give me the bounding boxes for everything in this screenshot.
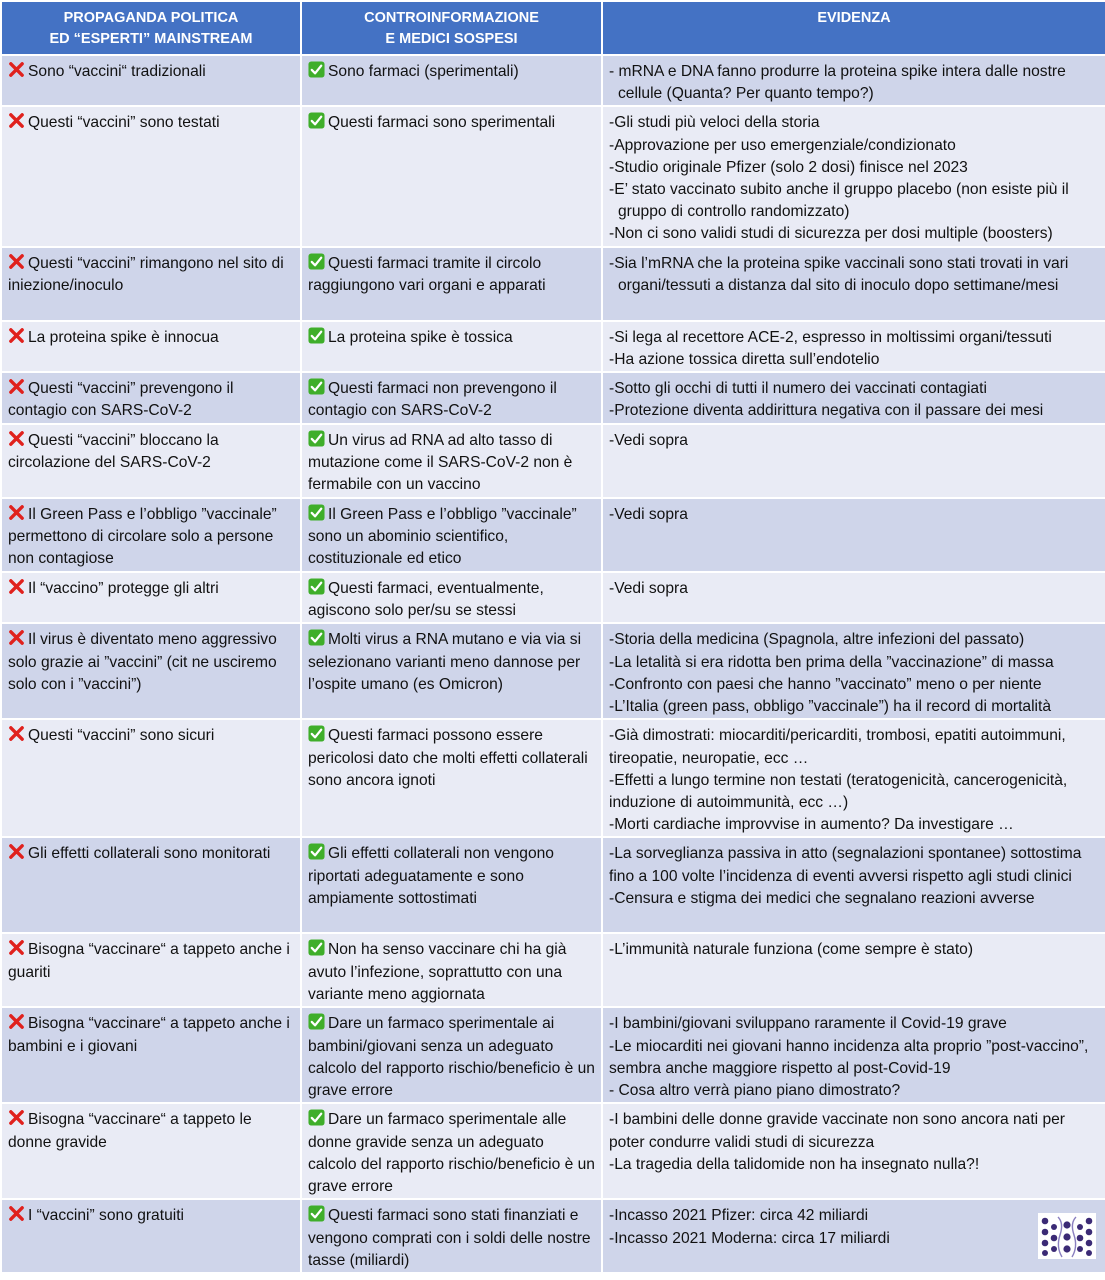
propaganda-text: Bisogna “vaccinare“ a tappeto anche i bambini e i giovani: [8, 1015, 290, 1055]
evidence-line: -Studio originale Pfizer (solo 2 dosi) finisce nel 2023: [609, 158, 968, 176]
propaganda-cell: [1, 623, 301, 719]
propaganda-cell: [1, 498, 301, 572]
table-row: [1, 247, 1105, 321]
evidence-line: -Le miocarditi nei giovani hanno incidenza alta proprio ”post-vaccino”, sembra anche maggiore rispetto al post-Covid-19: [609, 1037, 1089, 1077]
table-row: [1, 837, 1105, 933]
propaganda-cell: [1, 372, 301, 424]
propaganda-text: Il “vaccino” protegge gli altri: [28, 580, 219, 598]
red-cross-icon: [8, 727, 28, 744]
evidence-cell: [602, 933, 1105, 1007]
counter-text: Un virus ad RNA ad alto tasso di mutazione come il SARS-CoV-2 non è fermabile con un vaccino: [308, 432, 573, 494]
evidence-cell: [602, 719, 1105, 837]
propaganda-cell: [1, 424, 301, 498]
evidence-line: -L’Italia (green pass, obbligo ”vaccinale”) ha il record di mortalità: [609, 698, 1052, 716]
red-cross-icon: [8, 63, 28, 80]
propaganda-cell: [1, 719, 301, 837]
propaganda-text: Bisogna “vaccinare“ a tappeto le donne gravide: [8, 1111, 252, 1151]
propaganda-text: Questi “vaccini” bloccano la circolazione del SARS-CoV-2: [8, 432, 219, 472]
counter-cell: [301, 55, 602, 106]
evidence-cell: [602, 1007, 1105, 1103]
table-row: [1, 572, 1105, 623]
evidence-line: -I bambini/giovani sviluppano raramente il Covid-19 grave: [609, 1015, 1007, 1033]
table-row: [1, 106, 1105, 246]
evidence-cell: [602, 498, 1105, 572]
counter-text: Questi farmaci sono stati finanziati e vengono comprati con i soldi delle nostre tasse (miliardi): [308, 1207, 591, 1269]
propaganda-cell: [1, 837, 301, 933]
green-check-icon: [308, 845, 328, 862]
green-check-icon: [308, 255, 328, 272]
propaganda-cell: [1, 247, 301, 321]
evidence-line: -Si lega al recettore ACE-2, espresso in moltissimi organi/tessuti: [609, 328, 1052, 346]
table-row: [1, 933, 1105, 1007]
evidence-line: -Morti cardiache improvvise in aumento? Da investigare …: [609, 816, 1014, 834]
propaganda-cell: [1, 572, 301, 623]
red-cross-icon: [8, 114, 28, 131]
evidence-line: -Ha azione tossica diretta sull’endotelio: [609, 350, 880, 368]
evidence-line: -Sotto gli occhi di tutti il numero dei vaccinati contagiati: [609, 380, 987, 398]
evidence-cell: [602, 424, 1105, 498]
evidence-line: -Vedi sopra: [609, 580, 688, 598]
counter-text: Sono farmaci (sperimentali): [328, 63, 519, 80]
evidence-line: -Storia della medicina (Spagnola, altre infezioni del passato): [609, 631, 1025, 649]
table-row: [1, 719, 1105, 837]
red-cross-icon: [8, 1015, 28, 1032]
counter-cell: [301, 623, 602, 719]
counter-text: Gli effetti collaterali non vengono riportati adeguatamente e sono ampiamente sottostimati: [308, 845, 554, 907]
propaganda-cell: [1, 1199, 301, 1273]
counter-cell: [301, 247, 602, 321]
propaganda-cell: [1, 1103, 301, 1199]
propaganda-text: Questi “vaccini” prevengono il contagio con SARS-CoV-2: [8, 380, 234, 420]
evidence-cell: [602, 623, 1105, 719]
counter-text: Questi farmaci tramite il circolo raggiungono vari organi e apparati: [308, 254, 546, 294]
propaganda-cell: [1, 55, 301, 106]
red-cross-icon: [8, 1207, 28, 1224]
counter-cell: [301, 719, 602, 837]
propaganda-text: Il virus è diventato meno aggressivo solo grazie ai ”vaccini” (cit ne usciremo solo con i ”vaccini”): [8, 631, 277, 693]
evidence-line: -Incasso 2021 Moderna: circa 17 miliardi: [609, 1229, 890, 1247]
header-propaganda: PROPAGANDA POLITICA ED “ESPERTI” MAINSTREAM: [1, 1, 301, 55]
green-check-icon: [308, 941, 328, 958]
red-cross-icon: [8, 580, 28, 597]
green-check-icon: [308, 1207, 328, 1224]
evidence-line: -Approvazione per uso emergenziale/condizionato: [609, 136, 956, 154]
evidence-cell: [602, 372, 1105, 424]
evidence-line: -Effetti a lungo termine non testati (teratogenicità, cancerogenicità, induzione di autoimmunità, ecc …): [609, 771, 1068, 812]
table-row: [1, 498, 1105, 572]
counter-text: Questi farmaci, eventualmente, agiscono solo per/su se stessi: [308, 580, 544, 620]
counter-text: La proteina spike è tossica: [328, 328, 513, 346]
evidence-line: -Protezione diventa addirittura negativa con il passare dei mesi: [609, 402, 1044, 420]
evidence-line: -Confronto con paesi che hanno ”vaccinato” meno o per niente: [609, 675, 1042, 693]
evidence-line: -Già dimostrati: miocarditi/pericarditi, trombosi, epatiti autoimmuni, tireopatie, neuropatie, ecc …: [609, 727, 1066, 767]
propaganda-text: Gli effetti collaterali sono monitorati: [28, 845, 271, 863]
green-check-icon: [308, 727, 328, 744]
evidence-cell: [602, 247, 1105, 321]
red-cross-icon: [8, 255, 28, 272]
evidence-line: -Non ci sono validi studi di sicurezza per dosi multiple (boosters): [609, 225, 1053, 243]
counter-text: Questi farmaci possono essere pericolosi dato che molti effetti collaterali sono ancora ignoti: [308, 727, 588, 789]
evidence-cell: [602, 1103, 1105, 1199]
green-check-icon: [308, 506, 328, 523]
evidence-line: -La tragedia della talidomide non ha insegnato nulla?!: [609, 1155, 980, 1173]
evidence-line: -L’immunità naturale funziona (come sempre è stato): [609, 941, 974, 959]
evidence-line: - mRNA e DNA fanno produrre la proteina spike intera dalle nostre cellule (Quanta? Per quanto tempo?): [609, 63, 1066, 103]
evidence-line: -I bambini delle donne gravide vaccinate non sono ancora nati per poter condurre validi studi di sicurezza: [609, 1111, 1065, 1151]
counter-cell: [301, 106, 602, 246]
evidence-cell: [602, 837, 1105, 933]
counter-text: Dare un farmaco sperimentale ai bambini/giovani senza un adeguato calcolo del rapporto rischio/beneficio è un grave errore: [308, 1015, 595, 1100]
evidence-line: -Vedi sopra: [609, 432, 688, 450]
evidence-cell: [602, 572, 1105, 623]
evidence-line: -La letalità si era ridotta ben prima della ”vaccinazione” di massa: [609, 653, 1054, 671]
green-check-icon: [308, 432, 328, 449]
evidence-line: -Incasso 2021 Pfizer: circa 42 miliardi: [609, 1207, 869, 1225]
propaganda-cell: [1, 321, 301, 372]
propaganda-cell: [1, 1007, 301, 1103]
green-check-icon: [308, 329, 328, 346]
counter-cell: [301, 498, 602, 572]
counter-cell: [301, 1007, 602, 1103]
propaganda-cell: [1, 106, 301, 246]
red-cross-icon: [8, 941, 28, 958]
counter-cell: [301, 837, 602, 933]
counter-cell: [301, 424, 602, 498]
counter-text: Molti virus a RNA mutano e via via si selezionano varianti meno dannose per l’ospite umano (es Omicron): [308, 631, 582, 693]
green-check-icon: [308, 1111, 328, 1128]
red-cross-icon: [8, 1111, 28, 1128]
propaganda-cell: [1, 933, 301, 1007]
evidence-line: -Sia l’mRNA che la proteina spike vaccinali sono stati trovati in vari organi/tessuti a distanza dal sito di inoculo dopo settimane/mesi: [609, 254, 1069, 294]
green-check-icon: [308, 380, 328, 397]
evidence-cell: [602, 321, 1105, 372]
evidence-cell: [602, 1199, 1105, 1273]
red-cross-icon: [8, 380, 28, 397]
evidence-cell: [602, 55, 1105, 106]
evidence-cell: [602, 106, 1105, 246]
table-row: [1, 623, 1105, 719]
counter-cell: [301, 321, 602, 372]
counter-cell: [301, 933, 602, 1007]
evidence-line: -Gli studi più veloci della storia: [609, 114, 820, 132]
table-row: [1, 372, 1105, 424]
table-row: [1, 1199, 1105, 1273]
evidence-line: -E’ stato vaccinato subito anche il gruppo placebo (non esiste più il gruppo di controllo randomizzato): [609, 181, 1069, 221]
red-cross-icon: [8, 506, 28, 523]
counter-text: Non ha senso vaccinare chi ha già avuto l’infezione, soprattutto con una variante meno aggiornata: [308, 941, 567, 1003]
header-evidenza: EVIDENZA: [602, 1, 1105, 55]
propaganda-text: Bisogna “vaccinare“ a tappeto anche i guariti: [8, 941, 290, 981]
propaganda-text: I “vaccini” sono gratuiti: [28, 1207, 184, 1225]
propaganda-text: La proteina spike è innocua: [28, 328, 219, 346]
red-cross-icon: [8, 845, 28, 862]
green-check-icon: [308, 1015, 328, 1032]
header-controinformazione: CONTROINFORMAZIONE E MEDICI SOSPESI: [301, 1, 602, 55]
table-row: [1, 1007, 1105, 1103]
table-row: [1, 1103, 1105, 1199]
propaganda-text: Questi “vaccini” sono testati: [28, 114, 220, 132]
propaganda-text: Questi “vaccini” sono sicuri: [28, 727, 215, 745]
table-row: [1, 55, 1105, 106]
propaganda-text: Il Green Pass e l’obbligo ”vaccinale” permettono di circolare solo a persone non contagiose: [8, 506, 277, 568]
red-cross-icon: [8, 631, 28, 648]
counter-cell: [301, 572, 602, 623]
table-row: [1, 321, 1105, 372]
counter-text: Questi farmaci non prevengono il contagio con SARS-CoV-2: [308, 380, 557, 420]
evidence-line: -La sorveglianza passiva in atto (segnalazioni spontanee) sottostima fino a 100 volte l’incidenza di eventi avversi rispetto agli studi clinici: [609, 845, 1082, 885]
header-row: [1, 1, 1105, 55]
green-check-icon: [308, 63, 328, 80]
evidence-line: -Censura e stigma dei medici che segnalano reazioni avverse: [609, 889, 1035, 907]
evidence-line: -Vedi sopra: [609, 506, 688, 524]
counter-text: Questi farmaci sono sperimentali: [328, 114, 556, 132]
counter-cell: [301, 1103, 602, 1199]
green-check-icon: [308, 580, 328, 597]
logo-icon: [1038, 1213, 1096, 1259]
red-cross-icon: [8, 432, 28, 449]
propaganda-text: Questi “vaccini” rimangono nel sito di iniezione/inoculo: [8, 254, 284, 294]
counter-cell: [301, 372, 602, 424]
evidence-line: - Cosa altro verrà piano piano dimostrato?: [609, 1082, 901, 1100]
counter-cell: [301, 1199, 602, 1273]
table-row: [1, 424, 1105, 498]
counter-text: Il Green Pass e l’obbligo ”vaccinale” sono un abominio scientifico, costituzionale ed etico: [308, 506, 577, 568]
green-check-icon: [308, 114, 328, 131]
green-check-icon: [308, 631, 328, 648]
red-cross-icon: [8, 329, 28, 346]
counter-text: Dare un farmaco sperimentale alle donne gravide senza un adeguato calcolo del rapporto rischio/beneficio è un grave errore: [308, 1111, 595, 1196]
propaganda-text: Sono “vaccini“ tradizionali: [28, 63, 206, 80]
